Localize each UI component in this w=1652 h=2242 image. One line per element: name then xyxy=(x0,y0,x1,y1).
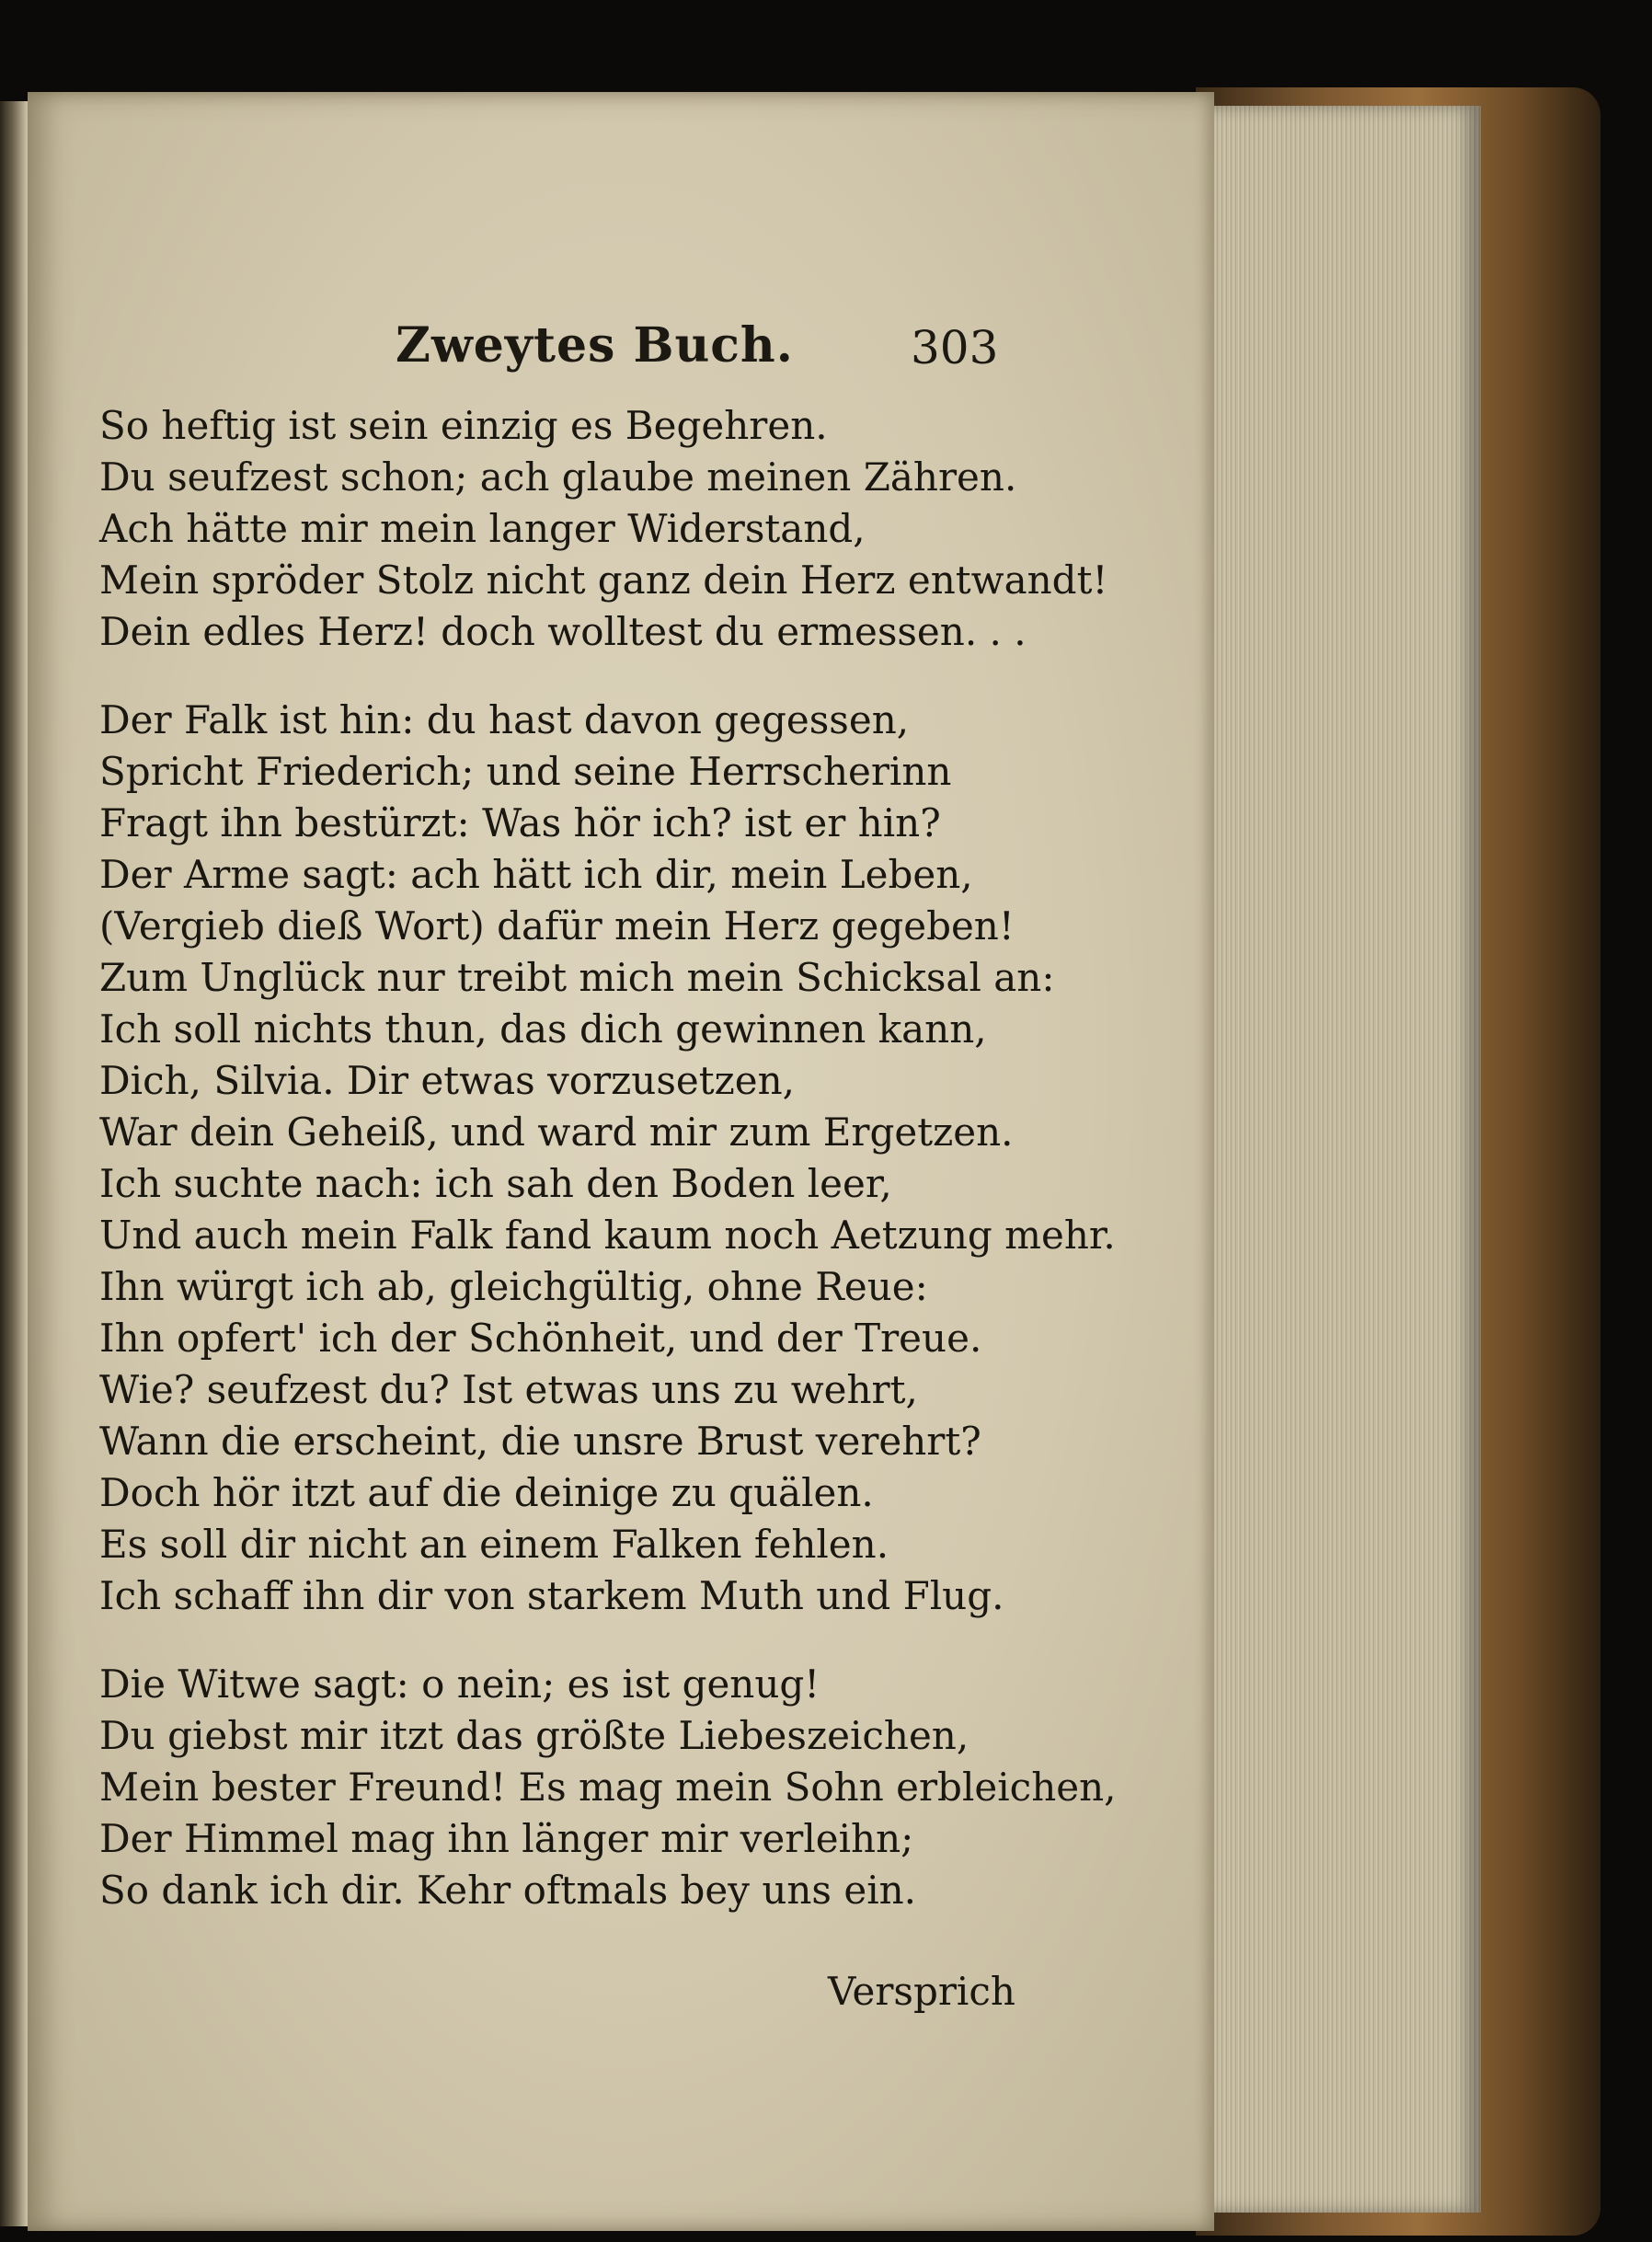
verse-line: Wie? seufzest du? Ist etwas uns zu wehrt, xyxy=(99,1367,918,1412)
book-page xyxy=(28,92,1214,2231)
verse-line: Mein bester Freund! Es mag mein Sohn erbleichen, xyxy=(99,1765,1117,1810)
stanza-3 xyxy=(99,1659,1117,1916)
verse-line: Ich schaff ihn dir von starkem Muth und Flug. xyxy=(99,1573,1004,1618)
stanza-2 xyxy=(99,695,1116,1622)
running-head-title: Zweytes Buch. xyxy=(396,317,794,374)
verse-line: Es soll dir nicht an einem Falken fehlen. xyxy=(99,1522,889,1567)
verse-line: Ach hätte mir mein langer Widerstand, xyxy=(99,506,866,551)
stanza-1 xyxy=(99,400,1108,658)
verse-line: So dank ich dir. Kehr oftmals bey uns ein. xyxy=(99,1868,917,1913)
verse-line: Zum Unglück nur treibt mich mein Schicksal an: xyxy=(99,955,1055,1000)
verse-line: Der Himmel mag ihn länger mir verleihn; xyxy=(99,1816,914,1861)
catchword: Versprich xyxy=(828,1969,1015,2014)
verse-line: Wann die erscheint, die unsre Brust verehrt? xyxy=(99,1419,981,1464)
verse-line: Ich suchte nach: ich sah den Boden leer, xyxy=(99,1161,892,1206)
verse-line: Dein edles Herz! doch wolltest du ermessen. . . xyxy=(99,609,1027,654)
verse-line: Ich soll nichts thun, das dich gewinnen kann, xyxy=(99,1006,987,1052)
verse-line: War dein Geheiß, und ward mir zum Ergetzen. xyxy=(99,1110,1014,1155)
verse-line: Die Witwe sagt: o nein; es ist genug! xyxy=(99,1661,820,1707)
verse-line: Dich, Silvia. Dir etwas vorzusetzen, xyxy=(99,1058,796,1103)
verse-line: Und auch mein Falk fand kaum noch Aetzung mehr. xyxy=(99,1213,1116,1258)
verse-line: Spricht Friederich; und seine Herrscherinn xyxy=(99,749,952,794)
verse-line: Mein spröder Stolz nicht ganz dein Herz entwandt! xyxy=(99,558,1108,603)
verse-line: Du seufzest schon; ach glaube meinen Zähren. xyxy=(99,454,1017,500)
verse-line: Ihn würgt ich ab, gleichgültig, ohne Reue: xyxy=(99,1264,928,1309)
page-number: 303 xyxy=(911,321,999,374)
poem-text xyxy=(99,400,1117,1916)
verse-line: Doch hör itzt auf die deinige zu quälen. xyxy=(99,1470,874,1515)
verse-line: Der Falk ist hin: du hast davon gegessen, xyxy=(99,697,910,742)
verse-line: Ihn opfert' ich der Schönheit, und der Treue. xyxy=(99,1316,982,1361)
verse-line: So heftig ist sein einzig es Begehren. xyxy=(99,403,828,448)
verse-line: (Vergieb dieß Wort) dafür mein Herz gegeben! xyxy=(99,903,1015,949)
verse-line: Du giebst mir itzt das größte Liebeszeichen, xyxy=(99,1713,969,1758)
page-block-edges xyxy=(1205,106,1481,2213)
verse-line: Fragt ihn bestürzt: Was hör ich? ist er hin? xyxy=(99,800,941,845)
verse-line: Der Arme sagt: ach hätt ich dir, mein Leben, xyxy=(99,852,973,897)
